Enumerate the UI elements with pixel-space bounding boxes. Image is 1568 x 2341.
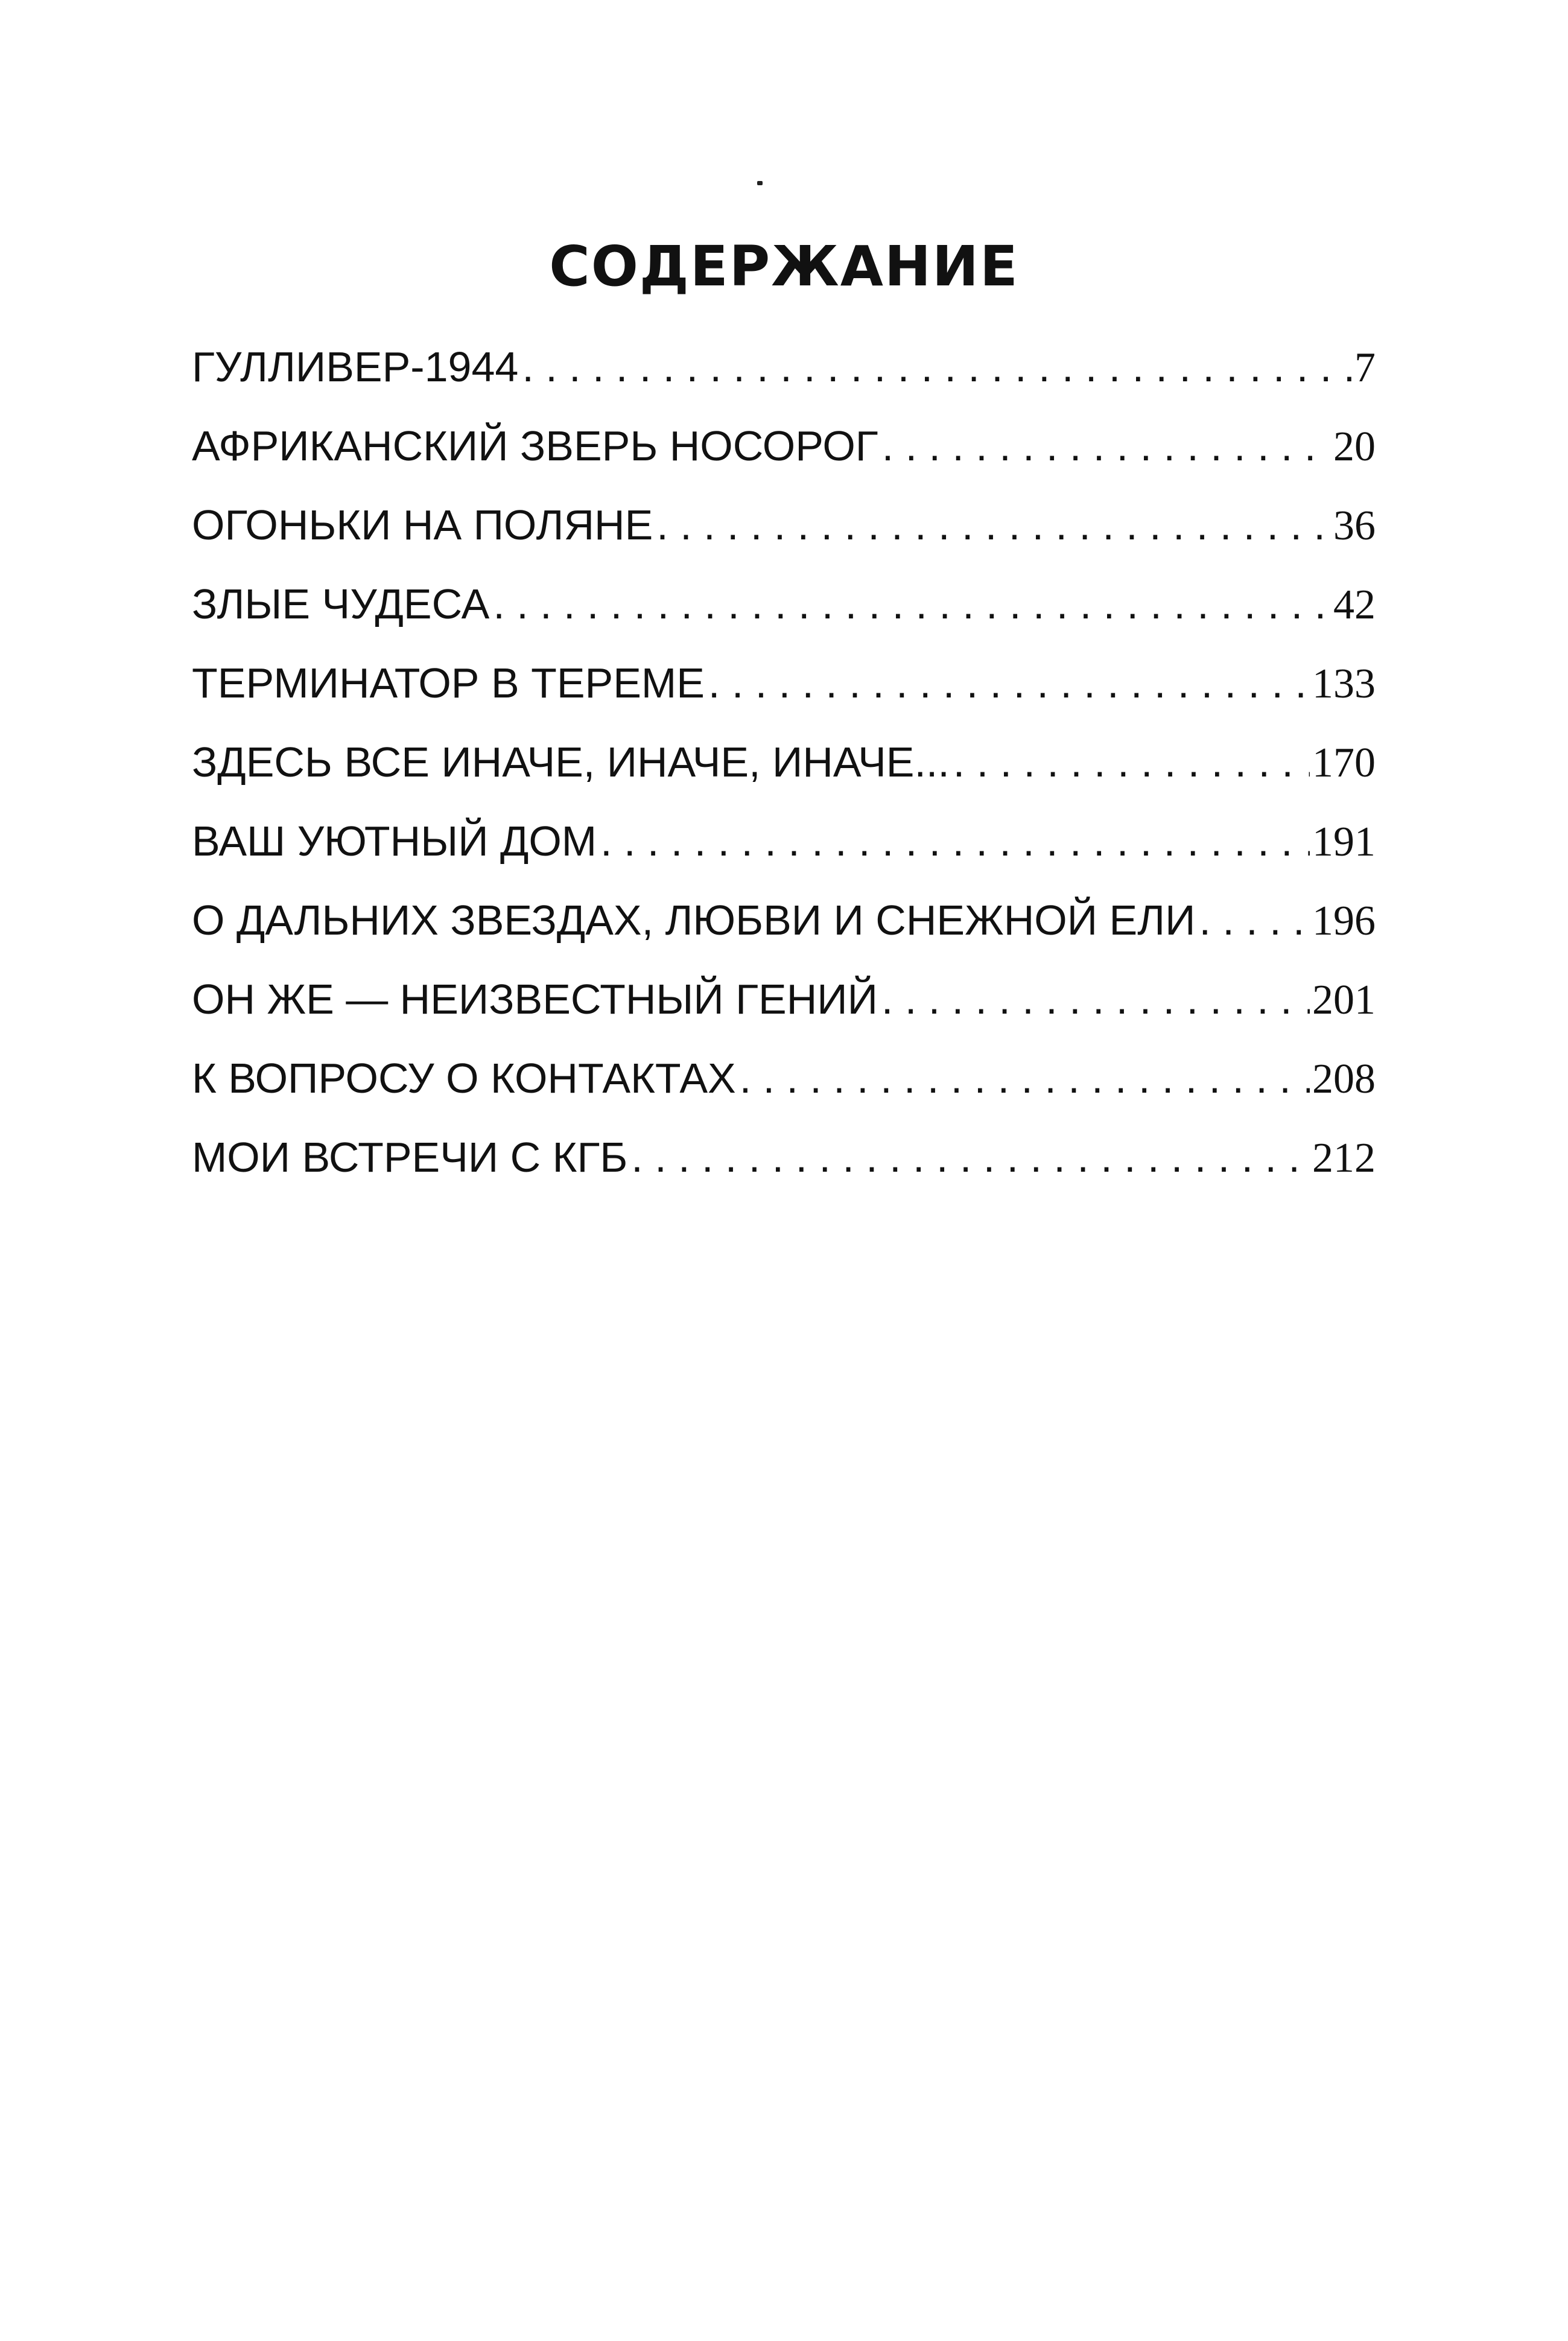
toc-entry — [192, 969, 1376, 1048]
toc-list — [192, 337, 1376, 1206]
dot-leader — [631, 1127, 1310, 1187]
toc-entry-title: О ДАЛЬНИХ ЗВЕЗДАХ, ЛЮБВИ И СНЕЖНОЙ ЕЛИ — [192, 897, 1196, 944]
toc-entry-page: 208 — [1312, 1056, 1376, 1102]
toc-entry — [192, 1048, 1376, 1127]
dot-leader — [881, 969, 1310, 1029]
toc-entry-title: ГУЛЛИВЕР-1944 — [192, 343, 519, 390]
toc-entry-page: 133 — [1312, 661, 1376, 707]
print-speck — [757, 181, 763, 185]
toc-entry-page: 201 — [1312, 977, 1376, 1023]
toc-entry — [192, 890, 1376, 969]
dot-leader — [656, 495, 1331, 555]
toc-entry-title: ЗЛЫЕ ЧУДЕСА — [192, 580, 490, 627]
toc-entry — [192, 732, 1376, 811]
toc-entry — [192, 495, 1376, 574]
toc-entry-page: 7 — [1354, 345, 1376, 391]
toc-entry-page: 42 — [1333, 582, 1376, 628]
toc-entry — [192, 1127, 1376, 1206]
toc-entry-page: 36 — [1333, 503, 1376, 549]
toc-entry-title: МОИ ВСТРЕЧИ С КГБ — [192, 1134, 628, 1181]
toc-entry-page: 170 — [1312, 740, 1376, 786]
toc-entry — [192, 653, 1376, 732]
toc-entry-title: К ВОПРОСУ О КОНТАКТАХ — [192, 1055, 736, 1102]
toc-heading: СОДЕРЖАНИЕ — [549, 233, 1019, 299]
toc-entry — [192, 416, 1376, 495]
toc-entry — [192, 811, 1376, 890]
dot-leader — [882, 416, 1331, 476]
toc-entry — [192, 574, 1376, 653]
toc-entry-page: 196 — [1312, 898, 1376, 944]
toc-entry-title: ОГОНЬКИ НА ПОЛЯНЕ — [192, 501, 653, 548]
dot-leader — [708, 653, 1310, 713]
toc-entry-title: ВАШ УЮТНЫЙ ДОМ — [192, 818, 597, 865]
toc-entry-title: ЗДЕСЬ ВСЕ ИНАЧЕ, ИНАЧЕ, ИНАЧЕ... — [192, 739, 950, 786]
toc-entry-page: 212 — [1312, 1135, 1376, 1181]
toc-entry-title: ОН ЖЕ — НЕИЗВЕСТНЫЙ ГЕНИЙ — [192, 976, 878, 1023]
toc-entry-page: 191 — [1312, 819, 1376, 865]
dot-leader — [1199, 890, 1310, 950]
dot-leader — [600, 811, 1310, 871]
toc-entry-title: АФРИКАНСКИЙ ЗВЕРЬ НОСОРОГ — [192, 422, 878, 469]
toc-entry — [192, 337, 1376, 416]
toc-entry-title: ТЕРМИНАТОР В ТЕРЕМЕ — [192, 659, 705, 707]
toc-entry-page: 20 — [1333, 424, 1376, 470]
dot-leader — [953, 732, 1310, 792]
dot-leader — [740, 1048, 1310, 1108]
dot-leader — [493, 574, 1331, 634]
dot-leader — [522, 337, 1352, 397]
